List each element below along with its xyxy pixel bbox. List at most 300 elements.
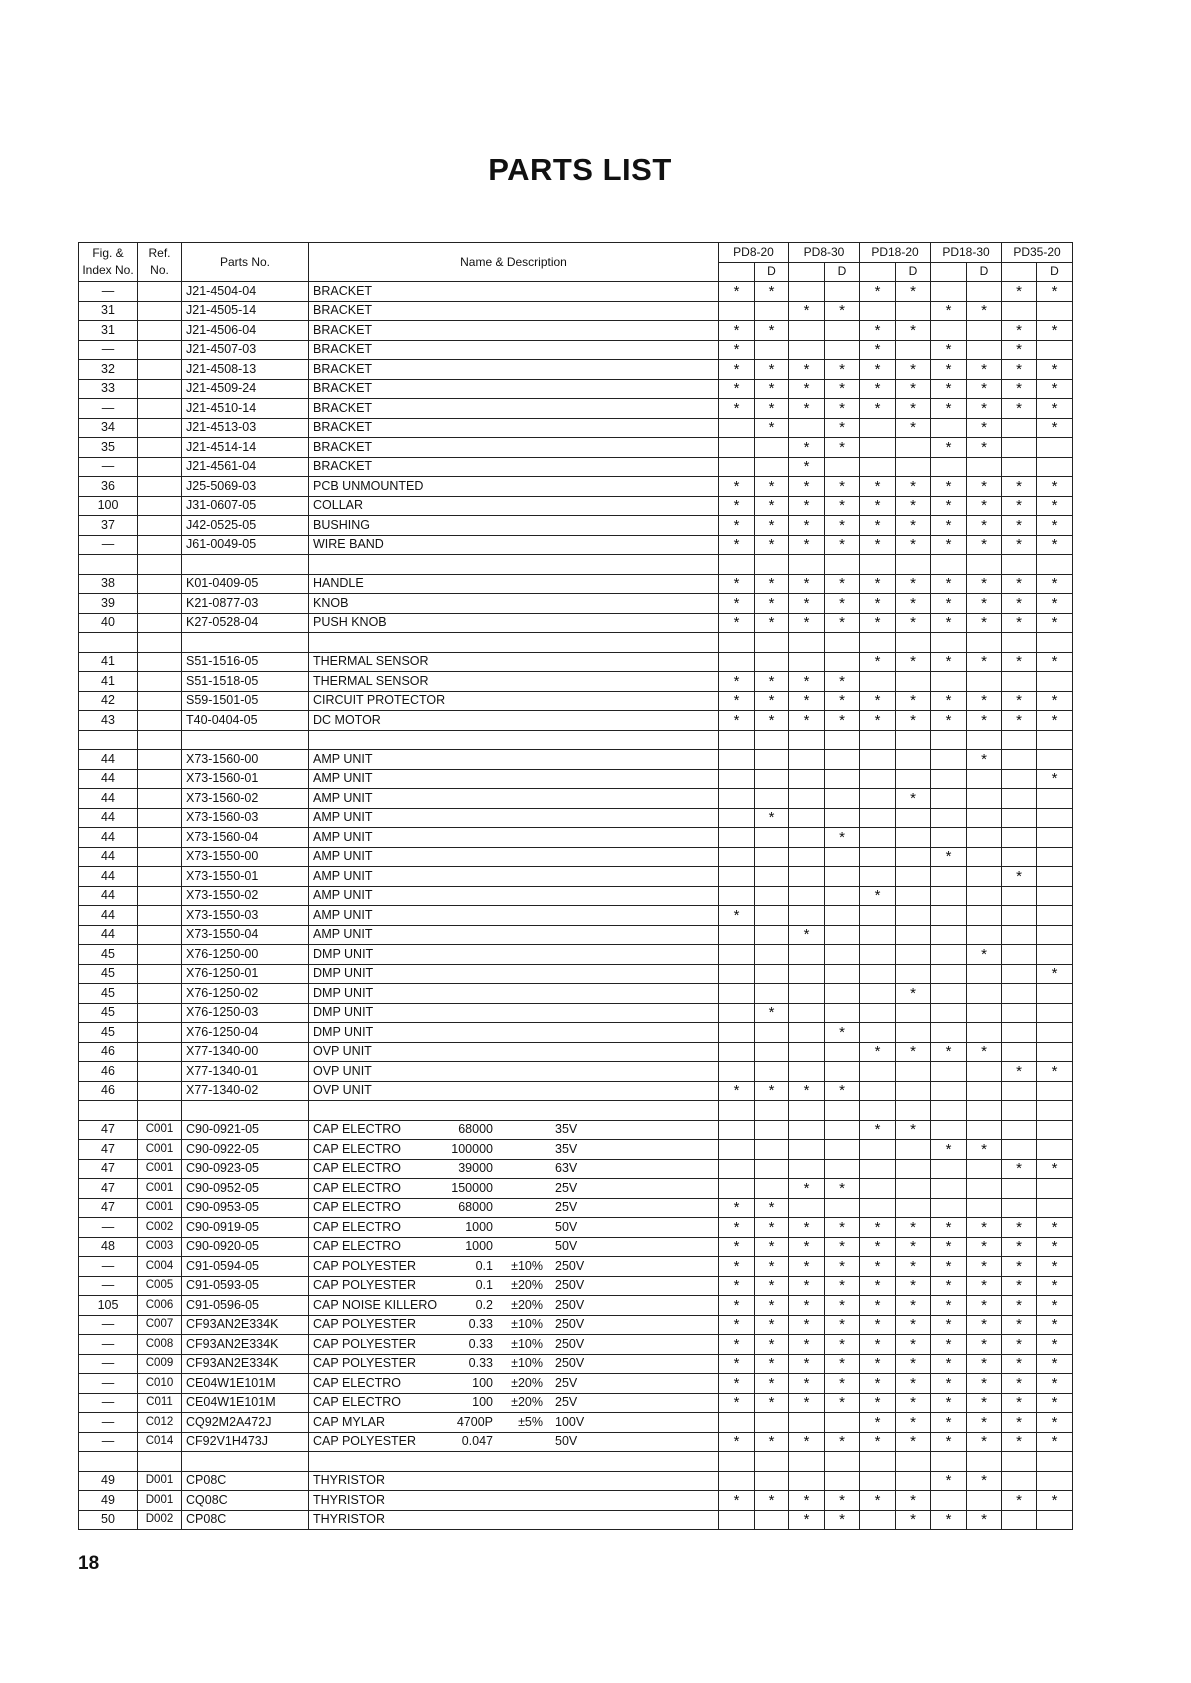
- parts-no-cell: J21-4507-03: [182, 340, 309, 360]
- parts-table: [78, 242, 1073, 1530]
- model-usage-cell: *: [719, 594, 755, 614]
- model-usage-cell: [967, 1003, 1002, 1023]
- description-cell: [309, 1374, 719, 1394]
- model-usage-cell: [719, 828, 755, 848]
- blank-cell: [719, 1101, 755, 1121]
- model-usage-cell: *: [825, 1432, 860, 1452]
- parts-no-cell: X73-1550-03: [182, 906, 309, 926]
- description-value: 0.1: [475, 1258, 493, 1273]
- model-usage-cell: [755, 828, 789, 848]
- description-name: AMP UNIT: [313, 751, 373, 766]
- table-row: [79, 1374, 1073, 1394]
- model-usage-cell: *: [789, 301, 825, 321]
- model-usage-cell: [896, 925, 931, 945]
- model-usage-cell: [825, 925, 860, 945]
- model-usage-cell: *: [1037, 516, 1073, 536]
- model-usage-cell: [896, 808, 931, 828]
- model-usage-cell: *: [789, 594, 825, 614]
- description-cell: [309, 399, 719, 419]
- table-row: [79, 340, 1073, 360]
- model-usage-cell: [931, 1081, 967, 1101]
- model-usage-cell: *: [931, 1335, 967, 1355]
- model-usage-cell: [1037, 828, 1073, 848]
- table-row: [79, 399, 1073, 419]
- description-name: HANDLE: [313, 576, 364, 591]
- table-row: [79, 750, 1073, 770]
- fig-index-cell: 47: [79, 1120, 138, 1140]
- model-usage-cell: [825, 769, 860, 789]
- model-usage-cell: *: [860, 574, 896, 594]
- model-usage-cell: *: [1002, 594, 1037, 614]
- parts-no-cell: C90-0952-05: [182, 1179, 309, 1199]
- description-name: CAP ELECTRO: [313, 1239, 401, 1254]
- description-voltage: 250V: [555, 1336, 585, 1351]
- model-usage-cell: [719, 867, 755, 887]
- model-usage-cell: [967, 1081, 1002, 1101]
- model-usage-cell: [719, 750, 755, 770]
- model-usage-cell: *: [896, 282, 931, 302]
- ref-no-cell: [138, 906, 182, 926]
- model-usage-cell: *: [1037, 321, 1073, 341]
- description-value: 0.33: [468, 1317, 493, 1332]
- description-name: BRACKET: [313, 322, 373, 337]
- model-usage-cell: *: [789, 574, 825, 594]
- model-usage-cell: [1002, 750, 1037, 770]
- parts-no-cell: X73-1560-04: [182, 828, 309, 848]
- model-usage-cell: [719, 1003, 755, 1023]
- model-usage-cell: [755, 1062, 789, 1082]
- description-value: 4700P: [456, 1414, 493, 1429]
- model-usage-cell: [1037, 886, 1073, 906]
- model-usage-cell: *: [931, 1413, 967, 1433]
- model-usage-cell: [931, 457, 967, 477]
- blank-row: [79, 633, 1073, 653]
- model-usage-cell: [1002, 984, 1037, 1004]
- description-name: OVP UNIT: [313, 1083, 372, 1098]
- model-usage-cell: *: [1037, 1315, 1073, 1335]
- header-sub-blank: [719, 262, 755, 282]
- blank-cell: [1037, 633, 1073, 653]
- model-usage-cell: *: [896, 535, 931, 555]
- model-usage-cell: [825, 945, 860, 965]
- blank-cell: [931, 1101, 967, 1121]
- model-usage-cell: *: [1002, 867, 1037, 887]
- header-model: PD8-30: [789, 243, 860, 263]
- model-usage-cell: *: [825, 1237, 860, 1257]
- model-usage-cell: *: [825, 418, 860, 438]
- description-voltage: 63V: [555, 1161, 578, 1176]
- model-usage-cell: [1002, 847, 1037, 867]
- model-usage-cell: *: [1002, 321, 1037, 341]
- model-usage-cell: [789, 1159, 825, 1179]
- model-usage-cell: [755, 789, 789, 809]
- model-usage-cell: [1037, 340, 1073, 360]
- model-usage-cell: [896, 340, 931, 360]
- model-usage-cell: *: [931, 1432, 967, 1452]
- description-name: CAP ELECTRO: [313, 1180, 401, 1195]
- model-usage-cell: [719, 808, 755, 828]
- model-usage-cell: *: [967, 613, 1002, 633]
- description-name: AMP UNIT: [313, 829, 373, 844]
- model-usage-cell: *: [825, 691, 860, 711]
- blank-cell: [789, 633, 825, 653]
- description-tolerance: ±5%: [518, 1414, 543, 1429]
- ref-no-cell: C014: [138, 1432, 182, 1452]
- header-sub-blank: [860, 262, 896, 282]
- description-voltage: 50V: [555, 1219, 578, 1234]
- ref-no-cell: C006: [138, 1296, 182, 1316]
- model-usage-cell: [860, 672, 896, 692]
- parts-no-cell: J21-4505-14: [182, 301, 309, 321]
- model-usage-cell: *: [860, 340, 896, 360]
- table-row: [79, 496, 1073, 516]
- model-usage-cell: *: [931, 847, 967, 867]
- blank-cell: [825, 555, 860, 575]
- model-usage-cell: *: [931, 691, 967, 711]
- model-usage-cell: [967, 808, 1002, 828]
- model-usage-cell: [789, 1471, 825, 1491]
- table-row: [79, 672, 1073, 692]
- model-usage-cell: [860, 847, 896, 867]
- model-usage-cell: *: [789, 516, 825, 536]
- ref-no-cell: [138, 1003, 182, 1023]
- blank-cell: [182, 555, 309, 575]
- model-usage-cell: *: [719, 574, 755, 594]
- model-usage-cell: *: [931, 438, 967, 458]
- description-name: CAP NOISE KILLERO: [313, 1297, 438, 1312]
- model-usage-cell: [1037, 1023, 1073, 1043]
- ref-no-cell: C004: [138, 1257, 182, 1277]
- table-row: [79, 652, 1073, 672]
- model-usage-cell: *: [1037, 691, 1073, 711]
- fig-index-cell: 45: [79, 984, 138, 1004]
- model-usage-cell: *: [931, 340, 967, 360]
- parts-no-cell: T40-0404-05: [182, 711, 309, 731]
- model-usage-cell: [825, 867, 860, 887]
- description-name: BRACKET: [313, 342, 373, 357]
- model-usage-cell: [719, 945, 755, 965]
- model-usage-cell: [825, 1042, 860, 1062]
- model-usage-cell: *: [789, 457, 825, 477]
- model-usage-cell: *: [1002, 1296, 1037, 1316]
- model-usage-cell: [789, 1023, 825, 1043]
- model-usage-cell: [967, 1120, 1002, 1140]
- fig-index-cell: 46: [79, 1062, 138, 1082]
- model-usage-cell: *: [896, 1276, 931, 1296]
- description-name: BRACKET: [313, 303, 373, 318]
- model-usage-cell: [1002, 789, 1037, 809]
- parts-no-cell: J21-4509-24: [182, 379, 309, 399]
- model-usage-cell: [931, 1062, 967, 1082]
- model-usage-cell: [825, 750, 860, 770]
- description-name: CAP ELECTRO: [313, 1395, 401, 1410]
- model-usage-cell: *: [789, 535, 825, 555]
- fig-index-cell: —: [79, 1432, 138, 1452]
- model-usage-cell: [896, 886, 931, 906]
- ref-no-cell: [138, 535, 182, 555]
- description-name: WIRE BAND: [313, 537, 384, 552]
- description-tolerance: ±10%: [511, 1356, 543, 1371]
- model-usage-cell: *: [825, 1257, 860, 1277]
- parts-no-cell: X73-1560-02: [182, 789, 309, 809]
- blank-cell: [79, 730, 138, 750]
- ref-no-cell: [138, 828, 182, 848]
- model-usage-cell: [860, 789, 896, 809]
- blank-cell: [719, 633, 755, 653]
- model-usage-cell: *: [1002, 1354, 1037, 1374]
- ref-no-cell: [138, 457, 182, 477]
- fig-index-cell: 49: [79, 1471, 138, 1491]
- fig-index-cell: 35: [79, 438, 138, 458]
- blank-cell: [896, 555, 931, 575]
- model-usage-cell: [931, 808, 967, 828]
- blank-cell: [182, 1452, 309, 1472]
- description-cell: [309, 711, 719, 731]
- table-row: [79, 906, 1073, 926]
- fig-index-cell: 31: [79, 301, 138, 321]
- model-usage-cell: *: [789, 1393, 825, 1413]
- model-usage-cell: [789, 1140, 825, 1160]
- model-usage-cell: *: [825, 1296, 860, 1316]
- blank-cell: [79, 1452, 138, 1472]
- model-usage-cell: [719, 457, 755, 477]
- parts-no-cell: X77-1340-02: [182, 1081, 309, 1101]
- description-name: AMP UNIT: [313, 907, 373, 922]
- model-usage-cell: [825, 906, 860, 926]
- model-usage-cell: *: [1037, 964, 1073, 984]
- table-row: [79, 1062, 1073, 1082]
- model-usage-cell: [1037, 672, 1073, 692]
- model-usage-cell: *: [755, 1257, 789, 1277]
- description-name: DMP UNIT: [313, 966, 374, 981]
- model-usage-cell: [1002, 964, 1037, 984]
- parts-no-cell: K01-0409-05: [182, 574, 309, 594]
- model-usage-cell: *: [896, 399, 931, 419]
- description-name: BRACKET: [313, 361, 373, 376]
- model-usage-cell: [789, 769, 825, 789]
- description-voltage: 250V: [555, 1278, 585, 1293]
- model-usage-cell: [1037, 847, 1073, 867]
- fig-index-cell: 47: [79, 1179, 138, 1199]
- model-usage-cell: [1002, 418, 1037, 438]
- ref-no-cell: [138, 418, 182, 438]
- model-usage-cell: [860, 925, 896, 945]
- model-usage-cell: *: [860, 360, 896, 380]
- model-usage-cell: *: [789, 438, 825, 458]
- blank-cell: [182, 730, 309, 750]
- description-tolerance: ±20%: [511, 1375, 543, 1390]
- fig-index-cell: 47: [79, 1159, 138, 1179]
- model-usage-cell: [789, 847, 825, 867]
- header-sub-d: D: [755, 262, 789, 282]
- table-row: [79, 1510, 1073, 1530]
- description-name: THERMAL SENSOR: [313, 654, 429, 669]
- blank-cell: [896, 1452, 931, 1472]
- ref-no-cell: [138, 1081, 182, 1101]
- model-usage-cell: *: [755, 1335, 789, 1355]
- model-usage-cell: *: [931, 1393, 967, 1413]
- blank-cell: [860, 1452, 896, 1472]
- parts-no-cell: J21-4506-04: [182, 321, 309, 341]
- model-usage-cell: [967, 321, 1002, 341]
- model-usage-cell: *: [789, 1296, 825, 1316]
- parts-no-cell: X76-1250-03: [182, 1003, 309, 1023]
- model-usage-cell: *: [1002, 360, 1037, 380]
- model-usage-cell: [789, 1003, 825, 1023]
- model-usage-cell: [1037, 1471, 1073, 1491]
- description-value: 100: [472, 1375, 493, 1390]
- model-usage-cell: *: [1037, 594, 1073, 614]
- model-usage-cell: [896, 906, 931, 926]
- model-usage-cell: [931, 828, 967, 848]
- table-row: [79, 867, 1073, 887]
- model-usage-cell: [719, 886, 755, 906]
- fig-index-cell: 45: [79, 945, 138, 965]
- model-usage-cell: [755, 438, 789, 458]
- ref-no-cell: [138, 769, 182, 789]
- model-usage-cell: [825, 652, 860, 672]
- model-usage-cell: *: [967, 594, 1002, 614]
- parts-no-cell: C90-0921-05: [182, 1120, 309, 1140]
- description-cell: [309, 672, 719, 692]
- description-tolerance: ±20%: [511, 1297, 543, 1312]
- description-cell: [309, 379, 719, 399]
- model-usage-cell: *: [719, 1491, 755, 1511]
- model-usage-cell: [789, 321, 825, 341]
- model-usage-cell: [825, 808, 860, 828]
- description-voltage: 250V: [555, 1317, 585, 1332]
- description-name: CAP POLYESTER: [313, 1317, 417, 1332]
- header-model: PD18-20: [860, 243, 931, 263]
- parts-no-cell: X76-1250-02: [182, 984, 309, 1004]
- model-usage-cell: *: [967, 1315, 1002, 1335]
- model-usage-cell: *: [755, 1491, 789, 1511]
- parts-no-cell: CF93AN2E334K: [182, 1315, 309, 1335]
- model-usage-cell: *: [755, 574, 789, 594]
- model-usage-cell: *: [896, 418, 931, 438]
- description-voltage: 100V: [555, 1414, 585, 1429]
- model-usage-cell: *: [931, 1471, 967, 1491]
- parts-no-cell: J61-0049-05: [182, 535, 309, 555]
- blank-cell: [138, 730, 182, 750]
- fig-index-cell: —: [79, 340, 138, 360]
- description-value: 100: [472, 1395, 493, 1410]
- fig-index-cell: 100: [79, 496, 138, 516]
- model-usage-cell: [755, 945, 789, 965]
- description-cell: [309, 652, 719, 672]
- model-usage-cell: *: [1002, 1257, 1037, 1277]
- model-usage-cell: *: [755, 1432, 789, 1452]
- model-usage-cell: *: [1002, 1374, 1037, 1394]
- parts-no-cell: X73-1550-00: [182, 847, 309, 867]
- model-usage-cell: [931, 750, 967, 770]
- model-usage-cell: *: [755, 399, 789, 419]
- ref-no-cell: C005: [138, 1276, 182, 1296]
- model-usage-cell: *: [1002, 535, 1037, 555]
- model-usage-cell: [967, 886, 1002, 906]
- ref-no-cell: [138, 301, 182, 321]
- blank-cell: [79, 1101, 138, 1121]
- model-usage-cell: *: [789, 711, 825, 731]
- model-usage-cell: *: [896, 789, 931, 809]
- model-usage-cell: [931, 925, 967, 945]
- description-tolerance: ±10%: [511, 1258, 543, 1273]
- description-value: 0.1: [475, 1278, 493, 1293]
- model-usage-cell: [825, 1471, 860, 1491]
- model-usage-cell: [896, 769, 931, 789]
- description-cell: [309, 301, 719, 321]
- model-usage-cell: *: [931, 1140, 967, 1160]
- model-usage-cell: [1002, 1120, 1037, 1140]
- table-row: [79, 301, 1073, 321]
- parts-no-cell: X76-1250-00: [182, 945, 309, 965]
- parts-no-cell: X77-1340-00: [182, 1042, 309, 1062]
- model-usage-cell: [719, 964, 755, 984]
- blank-cell: [138, 1101, 182, 1121]
- model-usage-cell: [860, 750, 896, 770]
- header-sub-blank: [931, 262, 967, 282]
- model-usage-cell: *: [860, 1120, 896, 1140]
- model-usage-cell: [719, 1179, 755, 1199]
- model-usage-cell: [1002, 301, 1037, 321]
- model-usage-cell: *: [896, 1491, 931, 1511]
- description-cell: [309, 1471, 719, 1491]
- blank-cell: [309, 1452, 719, 1472]
- model-usage-cell: [1037, 750, 1073, 770]
- description-name: CAP ELECTRO: [313, 1122, 401, 1137]
- model-usage-cell: *: [1037, 399, 1073, 419]
- ref-no-cell: [138, 574, 182, 594]
- model-usage-cell: [1037, 1510, 1073, 1530]
- description-name: BUSHING: [313, 517, 370, 532]
- description-name: CAP ELECTRO: [313, 1161, 401, 1176]
- model-usage-cell: [931, 672, 967, 692]
- model-usage-cell: *: [931, 1218, 967, 1238]
- model-usage-cell: [1002, 1003, 1037, 1023]
- header-sub-d: D: [1037, 262, 1073, 282]
- model-usage-cell: [719, 418, 755, 438]
- ref-no-cell: [138, 360, 182, 380]
- model-usage-cell: *: [825, 1081, 860, 1101]
- model-usage-cell: *: [931, 1315, 967, 1335]
- description-name: PUSH KNOB: [313, 615, 387, 630]
- model-usage-cell: *: [931, 1296, 967, 1316]
- model-usage-cell: *: [789, 477, 825, 497]
- model-usage-cell: *: [896, 711, 931, 731]
- parts-no-cell: C90-0922-05: [182, 1140, 309, 1160]
- model-usage-cell: *: [825, 360, 860, 380]
- description-cell: [309, 1042, 719, 1062]
- model-usage-cell: [719, 1413, 755, 1433]
- description-cell: [309, 808, 719, 828]
- model-usage-cell: [755, 750, 789, 770]
- model-usage-cell: *: [1002, 574, 1037, 594]
- table-row: [79, 1003, 1073, 1023]
- parts-no-cell: S51-1518-05: [182, 672, 309, 692]
- model-usage-cell: [825, 847, 860, 867]
- model-usage-cell: [967, 457, 1002, 477]
- model-usage-cell: [896, 1140, 931, 1160]
- fig-index-cell: —: [79, 1218, 138, 1238]
- fig-index-cell: 44: [79, 925, 138, 945]
- model-usage-cell: [789, 1062, 825, 1082]
- blank-cell: [931, 555, 967, 575]
- model-usage-cell: [896, 828, 931, 848]
- blank-cell: [309, 730, 719, 750]
- model-usage-cell: [1002, 1198, 1037, 1218]
- model-usage-cell: *: [1002, 652, 1037, 672]
- ref-no-cell: [138, 847, 182, 867]
